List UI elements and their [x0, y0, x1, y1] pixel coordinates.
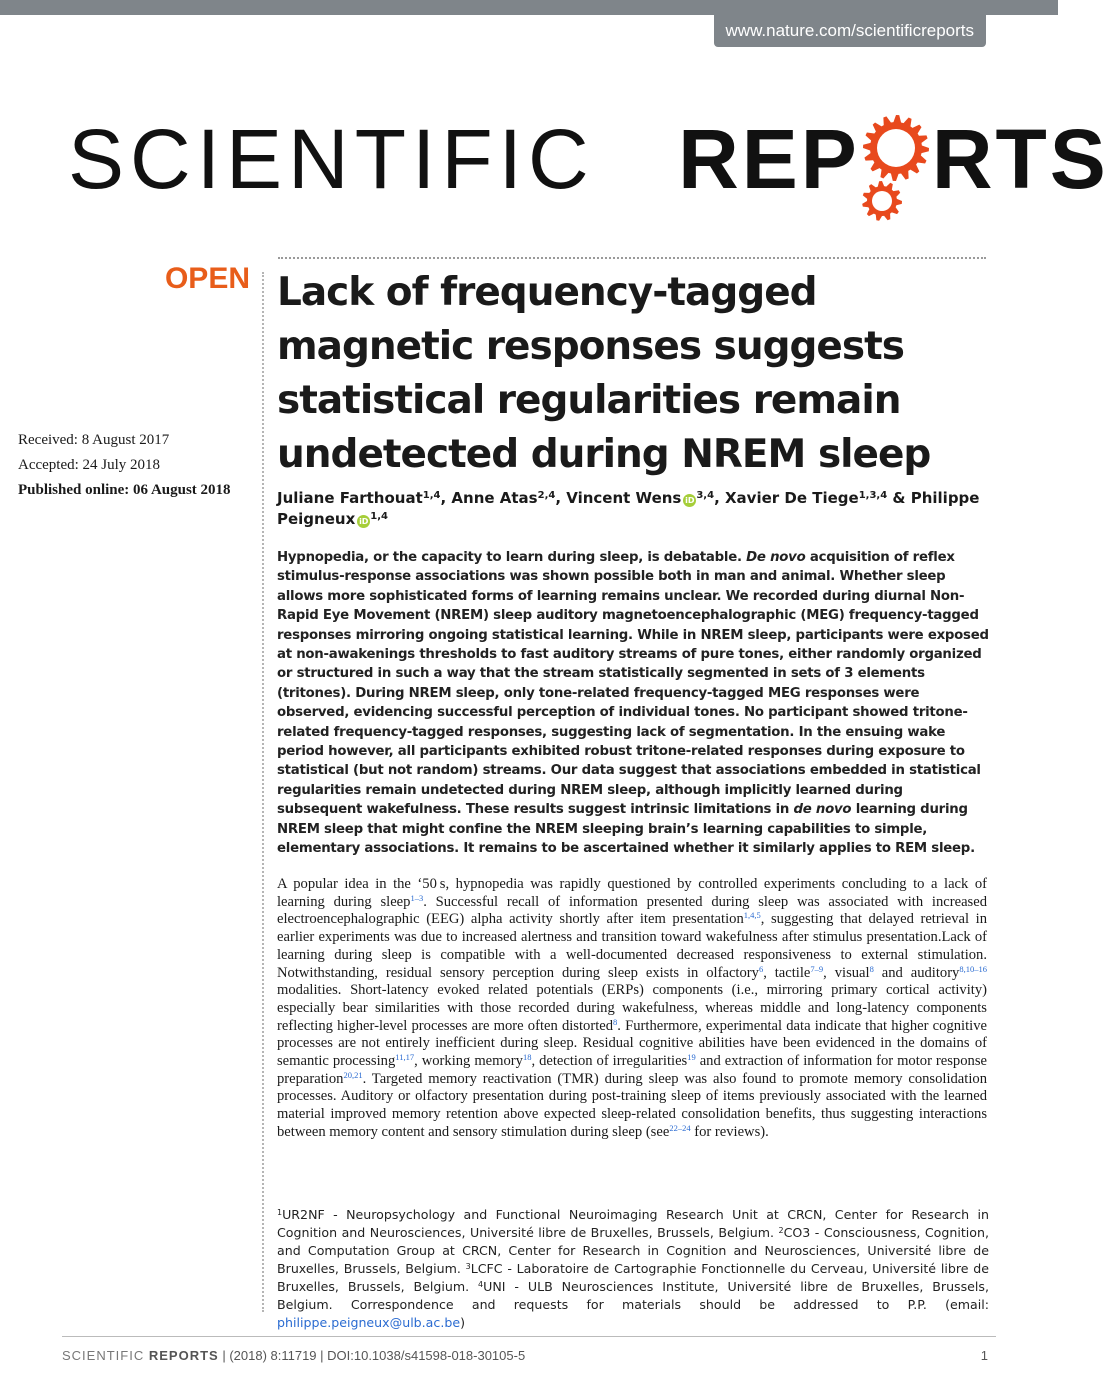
page-number: 1: [980, 1348, 988, 1363]
abstract-text: acquisition of reflex stimulus-response associations was shown possible both in man and animal. Whether sleep allows more sophisticated forms of learning remains unclear. We recorded during diurnal Non-Rapid Eye Movement (NREM) sleep auditory magnetoencephalographic (MEG) frequency-tagged responses mirroring ongoing statistical learning. While in NREM sleep, participants were exposed at non-awakenings thresholds to fast auditory streams of pure tones, either randomly organized or structured in such a way that the stream statistically segmented in sets of 3 elements (tritones). During NREM sleep, only tone-related frequency-tagged MEG responses were observed, evidencing successful perception of individual tones. No participant showed tritone-related frequency-tagged responses, suggesting lack of segmentation. In the ensuing wake period however, all participants exhibited robust tritone-related responses during exposure to statistical (but not random) streams. Our data suggest that associations embedded in statistical regularities remain undetected during NREM sleep, although implicitly learned during subsequent wakefulness. These results suggest intrinsic limitations in: [277, 550, 989, 818]
abstract: [277, 548, 989, 859]
body-text-run: , tactile: [763, 964, 811, 981]
body-text-run: A popular idea in the ‘50 s, hypnopedia was rapidly questioned by controlled experiments concluding to a lack of learning during sleep: [277, 876, 987, 910]
author-separator: ,: [555, 489, 567, 507]
body-text-run: modalities. Short-latency evoked related potentials (ERPs) components (i.e., mirroring primary cortical activity) especially bear similarities with those recorded during wakefulness, whereas middle and long-latency components reflecting higher-level processes are more often distorted: [277, 982, 987, 1034]
masthead-scientific: SCIENTIFIC: [68, 112, 595, 206]
affiliation-number: 3: [465, 1262, 471, 1271]
author-name: Juliane Farthouat: [277, 489, 423, 507]
abstract-italic: De novo: [746, 550, 806, 565]
author-separator: &: [887, 489, 911, 507]
body-text-run: for reviews).: [690, 1123, 769, 1140]
affiliation-number: 2: [778, 1226, 784, 1235]
published-date: Published online: 06 August 2018: [18, 482, 231, 498]
body-text-run: . Targeted memory reactivation (TMR) during sleep was also found to promote memory consolidation processes. Auditory or olfactory presentation during post-training sleep of items previously associated with the learned material improved memory retention above expected sleep-related consolidation benefits, thus suggesting interactions between memory content and sensory stimulation during sleep (see: [277, 1070, 987, 1140]
affiliation-text: UNI - ULB Neurosciences Institute, Université libre de Bruxelles, Brussels, Belgium.: [277, 1279, 989, 1312]
body-text-run: , detection of irregularities: [531, 1053, 688, 1070]
body-text-run: , visual: [823, 964, 870, 981]
author-affiliation-sup: 3,4: [696, 490, 715, 501]
orcid-icon[interactable]: iD: [685, 496, 695, 505]
footer-brand-bold: REPORTS: [148, 1348, 219, 1363]
author-separator: ,: [440, 489, 452, 507]
author-separator: ,: [714, 489, 725, 507]
correspondence-text: Correspondence and requests for materials should be addressed to P.P. (email:: [350, 1297, 990, 1312]
affiliation-number: 1: [277, 1208, 283, 1217]
accepted-date: Accepted: 24 July 2018: [18, 457, 161, 473]
author-name: Xavier De Tiege: [724, 489, 859, 507]
affiliation-number: 4: [478, 1280, 484, 1289]
large-gear-icon: [863, 115, 929, 181]
top-bar: [0, 0, 1058, 15]
column-divider: [262, 272, 264, 1312]
footer-divider: [62, 1336, 996, 1337]
author-affiliation-sup: 2,4: [537, 490, 556, 501]
open-access-label: OPEN: [164, 262, 250, 295]
affiliations: [277, 1206, 989, 1332]
article-title: Lack of frequency-tagged magnetic responses suggests statistical regularities remain undetected during NREM sleep: [277, 270, 931, 477]
author-list: [277, 488, 989, 530]
body-text-run: and auditory: [873, 964, 960, 981]
journal-masthead: [68, 104, 1109, 214]
body-text-run: , working memory: [414, 1053, 523, 1070]
masthead-rts: RTS: [931, 112, 1109, 206]
author-affiliation-sup: 1,4: [422, 490, 441, 501]
citation-link[interactable]: 8: [869, 963, 874, 974]
article-dates: [18, 428, 258, 503]
affiliation-text: UR2NF - Neuropsychology and Functional Neuroimaging Research Unit at CRCN, Center for Research in Cognition and Neurosciences, Université libre de Bruxelles, Brussels, Belgium.: [277, 1207, 989, 1240]
author-name: Vincent Wens: [566, 489, 682, 507]
citation-link[interactable]: 20,21: [343, 1069, 363, 1080]
affiliation-text: CO3 - Consciousness, Cognition, and Computation Group at CRCN, Center for Research in Cognition and Neurosciences, Université libre de Bruxelles, Brussels, Belgium.: [277, 1225, 989, 1276]
body-text-run: and extraction of information for motor response preparation: [277, 1053, 987, 1087]
citation-link[interactable]: 7–9: [810, 963, 824, 974]
citation-link[interactable]: 1–3: [410, 892, 424, 903]
citation-link[interactable]: 1,4,5: [743, 910, 761, 921]
footer-brand-light: SCIENTIFIC: [62, 1348, 145, 1363]
journal-url[interactable]: www.nature.com/scientificreports: [714, 15, 986, 47]
author-affiliation-sup: 1,4: [370, 511, 388, 522]
citation-link[interactable]: 19: [687, 1052, 696, 1063]
body-text-run: . Successful recall of information presented during sleep was associated with increased electroencephalographic (EEG) alpha activity shortly after item presentation: [277, 893, 988, 928]
gear-logo-icon: [860, 118, 932, 202]
correspondence-close: ): [460, 1315, 465, 1330]
header-divider: [278, 257, 986, 259]
correspondence-email[interactable]: philippe.peigneux@ulb.ac.be: [277, 1315, 461, 1330]
author-affiliation-sup: 1,3,4: [858, 490, 888, 501]
citation-link[interactable]: 8: [613, 1016, 618, 1027]
small-gear-icon: [862, 181, 902, 221]
citation-link[interactable]: 6: [758, 963, 764, 974]
body-text: [277, 876, 987, 1142]
body-text-run: , suggesting that delayed retrieval in earlier experiments was due to increased alertness and transition toward wakefulness after stimulus presentation.Lack of learning during sleep is compatible with a well-documented decreased responsiveness to external stimulation. Notwithstanding, residual sensory perception during sleep exists in olfactory: [277, 911, 988, 981]
citation-link[interactable]: 18: [522, 1052, 532, 1063]
abstract-text: Hypnopedia, or the capacity to learn during sleep, is debatable.: [277, 550, 747, 565]
citation-link[interactable]: 22–24: [669, 1122, 691, 1133]
citation-link[interactable]: 11,17: [395, 1052, 415, 1063]
received-date: Received: 8 August 2017: [18, 432, 170, 448]
abstract-italic: de novo: [793, 802, 852, 818]
body-text-run: . Furthermore, experimental data indicate that higher cognitive processes are not entirely inefficient during sleep. Residual cognitive abilities have been evidenced in the domains of semantic processing: [277, 1017, 987, 1070]
citation-link[interactable]: 8,10–16: [959, 963, 987, 974]
footer-citation: | (2018) 8:11719 | DOI:10.1038/s41598-018-30105-5: [222, 1348, 526, 1363]
author-name: Anne Atas: [451, 489, 538, 507]
masthead-rep: REP: [678, 112, 860, 206]
author-name: Philippe Peigneux: [277, 489, 980, 528]
affiliation-text: LCFC - Laboratoire de Cartographie Fonctionnelle du Cerveau, Université libre de Bruxelles, Brussels, Belgium.: [277, 1261, 989, 1294]
page-footer: [62, 1346, 996, 1366]
orcid-icon[interactable]: iD: [359, 517, 369, 526]
footer-brand: [62, 1348, 219, 1363]
abstract-text: learning during NREM sleep that might confine the NREM sleeping brain’s learning capabilities to simple, elementary associations. It remains to be ascertained whether it similarly applies to REM sleep.: [277, 802, 975, 857]
